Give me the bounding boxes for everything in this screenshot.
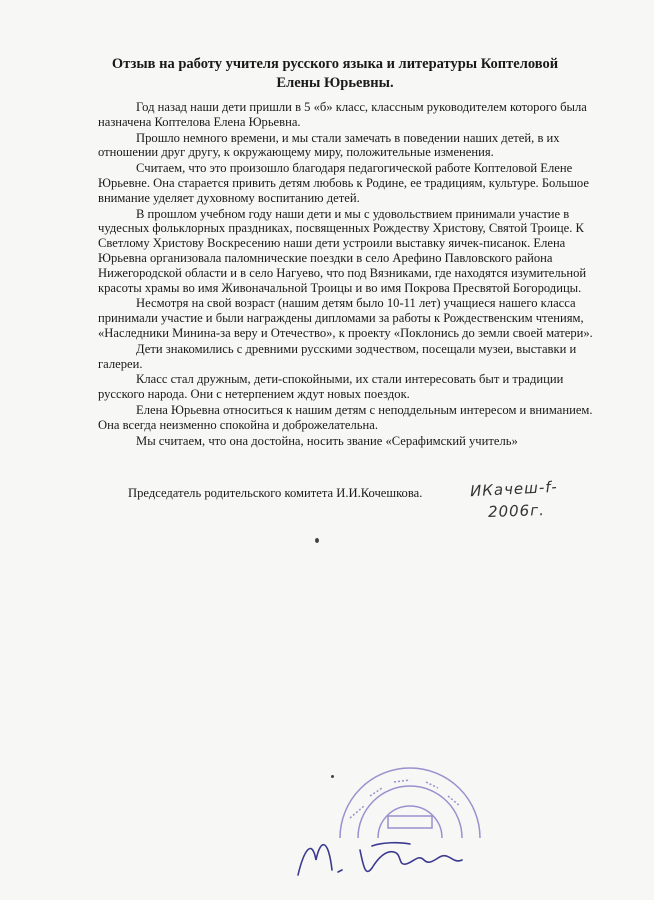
paragraph: Несмотря на свой возраст (нашим детям было 10-11 лет) учащиеся нашего класса принимали участие и были награждены дипломами за работы к Рождественским чтениям, «Наследники Минина-за веру и Отечество», к проекту «Поклонись до земли своей матери». xyxy=(98,296,593,340)
document-body xyxy=(98,100,598,449)
paragraph: Дети знакомились с древними русскими зодчеством, посещали музеи, выставки и галереи. xyxy=(98,341,577,371)
paragraph: Считаем, что это произошло благодаря педагогической работе Коптеловой Елене Юрьевне. Она старается привить детям любовь к Родине, ее традициям, культуре. Большое внимание уделяет духовному воспитанию детей. xyxy=(98,161,589,205)
handwritten-date: 2006г. xyxy=(487,501,546,521)
paragraph: В прошлом учебном году наши дети и мы с удовольствием принимали участие в чудесных фольклорных праздниках, посвященных Рождеству Христову, Святой Троице. К Светлому Христову Воскресению наши дети устроили выставку яичек-писанок. Елена Юрьевна организовала паломнические поездки в село Арефино Павловского района Нижегородской области и в село Нагуево, что под Вязниками, где находятся изумительной красоты храмы во имя Живоначальной Троицы и во имя Покрова Пресвятой Богородицы. xyxy=(98,206,587,295)
paragraph: Елена Юрьевна относиться к нашим детям с неподдельным интересом и вниманием. Она всегда неизменно спокойна и доброжелательна. xyxy=(98,402,593,432)
title-line-2: Елены Юрьевны. xyxy=(276,75,394,91)
document-title xyxy=(60,55,610,93)
title-line-1: Отзыв на работу учителя русского языка и литературы Коптеловой xyxy=(111,56,559,72)
paragraph: Класс стал дружным, дети-спокойными, их стали интересовать быт и традиции русского народа. Они с нетерпением ждут новых поездок. xyxy=(98,372,564,402)
paragraph: Год назад наши дети пришли в 5 «б» класс, классным руководителем которого была назначена Коптелова Елена Юрьевна. xyxy=(98,100,587,129)
ink-speck xyxy=(315,538,319,543)
handwritten-signature: ИКачеш-f- xyxy=(469,477,559,501)
paragraph: Мы считаем, что она достойна, носить звание «Серафимский учитель» xyxy=(136,433,518,448)
committee-signature-line: Председатель родительского комитета И.И.Кочешкова. xyxy=(128,486,423,500)
director-signature-icon xyxy=(290,820,480,890)
paragraph: Прошло немного времени, и мы стали замечать в поведении наших детей, в их отношении друг другу, к окружающему миру, положительные изменения. xyxy=(98,130,560,160)
